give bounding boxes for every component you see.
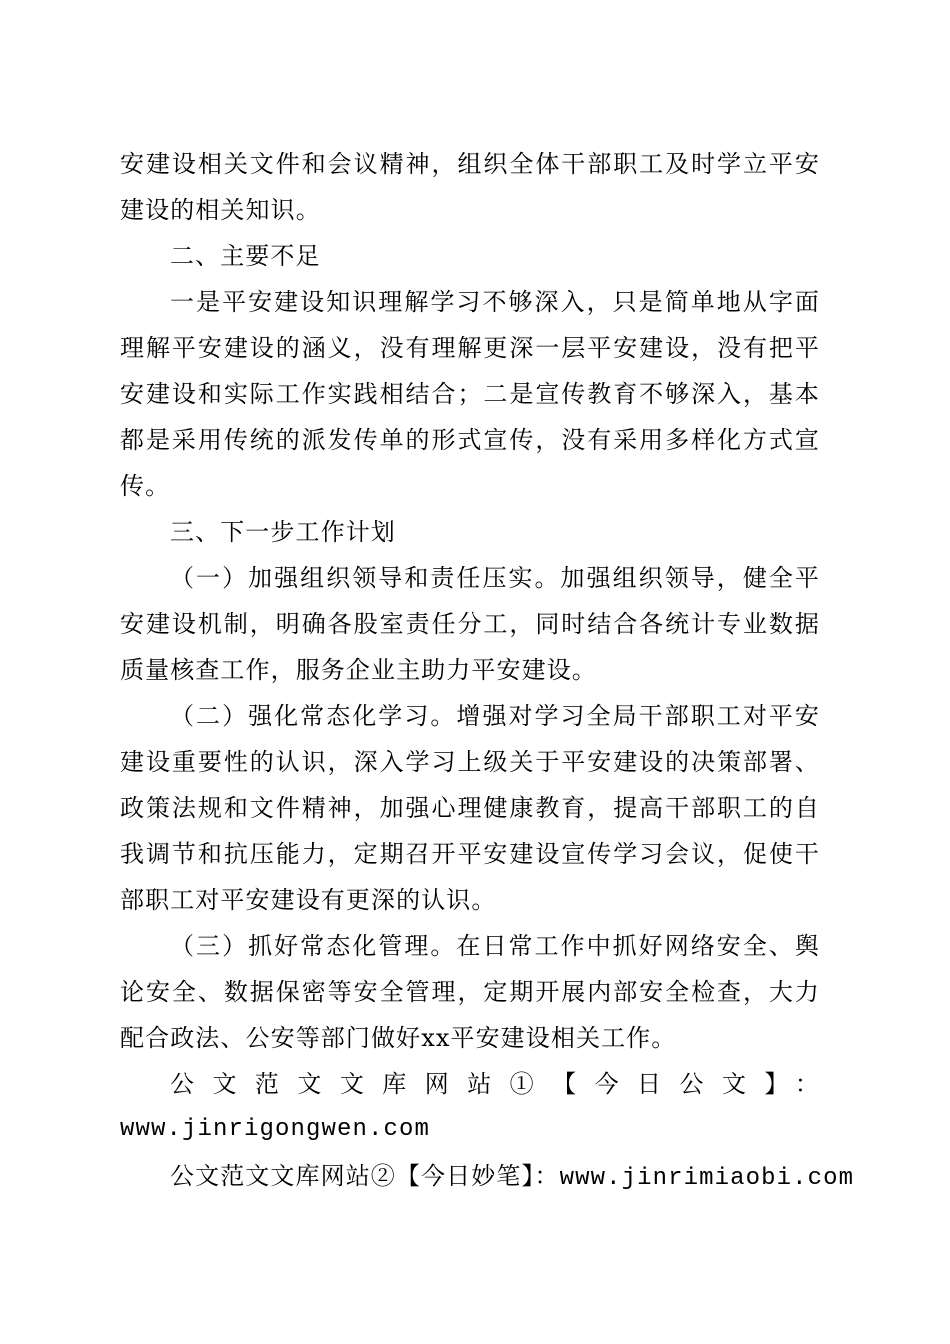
paragraph-continuation: 安建设相关文件和会议精神，组织全体干部职工及时学立平安建设的相关知识。 <box>120 150 820 224</box>
footer-site-2-label: 公文范文文库网站②【今日妙笔】： <box>170 1162 560 1190</box>
footer-site-1-label: 公文范文文库网站①【今日公文】： <box>170 1070 820 1098</box>
plan-item-3: （三）抓好常态化管理。在日常工作中抓好网络安全、舆论安全、数据保密等安全管理，定期开展内部安全检查，大力配合政法、公安等部门做好xx平安建设相关工作。 <box>120 932 820 1052</box>
paragraph-shortcomings: 一是平安建设知识理解学习不够深入，只是简单地从字面理解平安建设的涵义，没有理解更深一层平安建设，没有把平安建设和实际工作实践相结合；二是宣传教育不够深入，基本都是采用传统的派发传单的形式宣传，没有采用多样化方式宣传。 <box>120 288 820 500</box>
document-page <box>120 141 855 1202</box>
footer-site-1-url[interactable]: www.jinrigongwen.com <box>120 1116 431 1143</box>
footer-site-2-url[interactable]: www.jinrimiaobi.com <box>559 1165 855 1192</box>
section-heading-next-steps: 三、下一步工作计划 <box>170 518 396 546</box>
section-heading-shortcomings: 二、主要不足 <box>170 242 321 270</box>
plan-item-2: （二）强化常态化学习。增强对学习全局干部职工对平安建设重要性的认识，深入学习上级关于平安建设的决策部署、政策法规和文件精神，加强心理健康教育，提高干部职工的自我调节和抗压能力，定期召开平安建设宣传学习会议，促使干部职工对平安建设有更深的认识。 <box>120 702 820 914</box>
plan-item-1: （一）加强组织领导和责任压实。加强组织领导，健全平安建设机制，明确各股室责任分工，同时结合各统计专业数据质量核查工作，服务企业主助力平安建设。 <box>120 564 820 684</box>
footer-site-2 <box>120 1153 855 1202</box>
